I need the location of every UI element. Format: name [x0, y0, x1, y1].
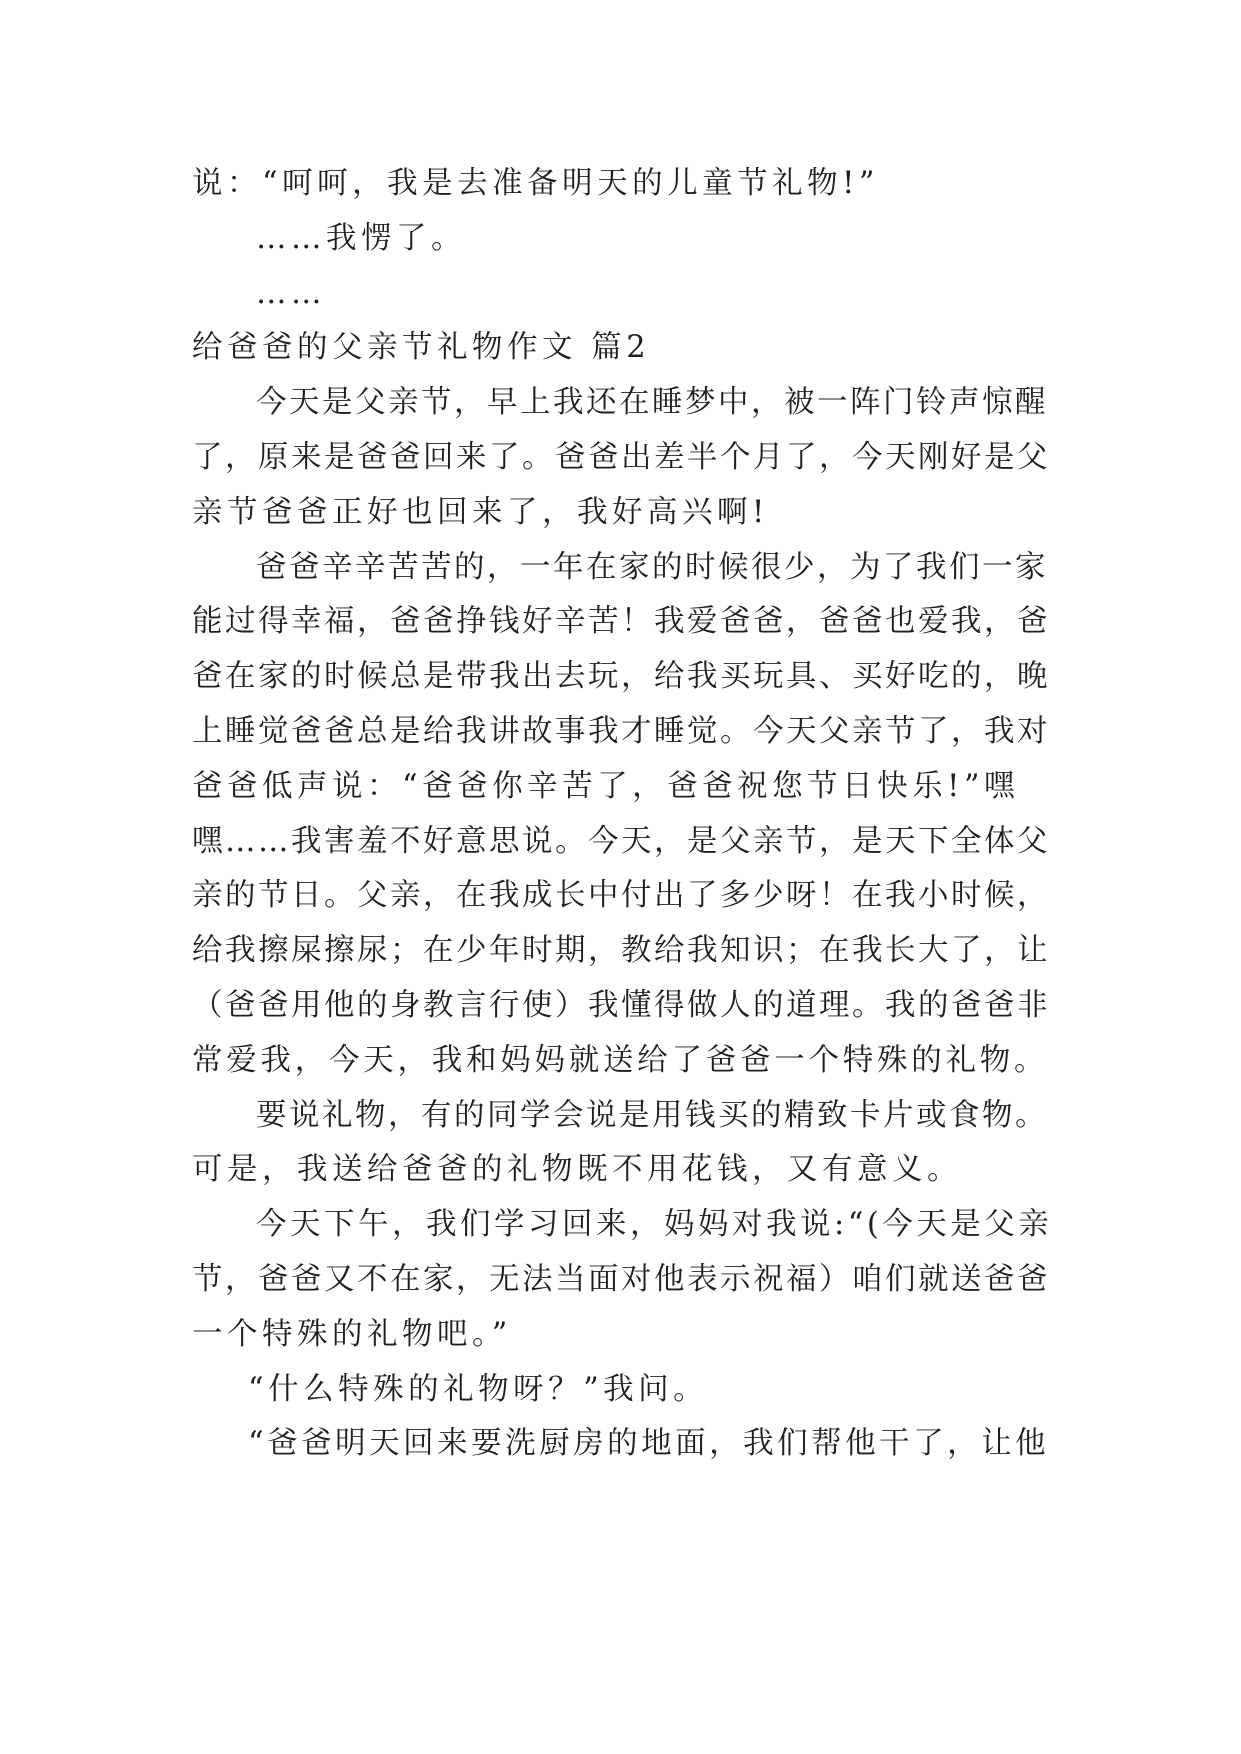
- text-line: 亲节爸爸正好也回来了，我好高兴啊!: [192, 494, 769, 530]
- text-line: 嘿……我害羞不好意思说。今天，是父亲节，是天下全体父: [192, 823, 1050, 859]
- document-body: [192, 157, 1052, 1472]
- text-line: （爸爸用他的身教言行使）我懂得做人的道理。我的爸爸非: [192, 987, 1050, 1023]
- text-line: 说：“呵呵，我是去准备明天的儿童节礼物!”: [192, 166, 879, 201]
- text-line: 亲的节日。父亲，在我成长中付出了多少呀！在我小时候，: [192, 878, 1050, 914]
- text-line: 爸爸辛辛苦苦的，一年在家的时候很少，为了我们一家: [256, 549, 1048, 585]
- text-line: ……我愣了。: [256, 220, 466, 256]
- text-line: 节，爸爸又不在家，无法当面对他表示祝福）咱们就送爸爸: [192, 1261, 1050, 1297]
- text-line: 能过得幸福，爸爸挣钱好辛苦！我爱爸爸，爸爸也爱我，爸: [192, 604, 1050, 640]
- text-line: 了，原来是爸爸回来了。爸爸出差半个月了，今天刚好是父: [192, 439, 1050, 475]
- text-line: 爸爸低声说：“爸爸你辛苦了，爸爸祝您节日快乐!”嘿: [192, 768, 1019, 804]
- text-line: 今天是父亲节，早上我还在睡梦中，被一阵门铃声惊醒: [256, 385, 1048, 421]
- text-line: 给我擦屎擦尿；在少年时期，教给我知识；在我长大了，让: [192, 933, 1050, 969]
- text-line: 爸在家的时候总是带我出去玩，给我买玩具、买好吃的，晚: [192, 659, 1050, 695]
- text-line: 可是，我送给爸爸的礼物既不用花钱，又有意义。: [192, 1152, 962, 1188]
- section-heading: 给爸爸的父亲节礼物作文 篇2: [192, 330, 651, 366]
- text-line: ……: [256, 275, 326, 311]
- text-line: 今天下午，我们学习回来，妈妈对我说:“(今天是父亲: [256, 1207, 1053, 1243]
- text-line: “什么特殊的礼物呀？”我问。: [248, 1371, 709, 1407]
- text-line: 一个特殊的礼物吧。”: [192, 1316, 512, 1352]
- text-line: “爸爸明天回来要洗厨房的地面，我们帮他干了，让他: [248, 1426, 1050, 1462]
- text-line: 上睡觉爸爸总是给我讲故事我才睡觉。今天父亲节了，我对: [192, 713, 1050, 749]
- text-line: 常爱我，今天，我和妈妈就送给了爸爸一个特殊的礼物。: [192, 1042, 1049, 1078]
- text-line: 要说礼物，有的同学会说是用钱买的精致卡片或食物。: [256, 1097, 1048, 1133]
